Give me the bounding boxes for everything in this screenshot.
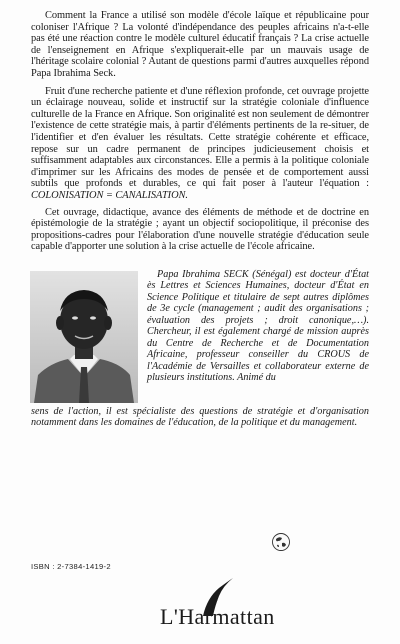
author-bio-text: Papa Ibrahima SECK (Sénégal) est docteur d'État ès Lettres et Sciences Humaines, docteur d'État en Science Politique et titulaire de sept autres diplômes de 3e cycle (management ; audit des organisations ; évaluation des projets ; droit canonique,…). Chercheur, il est également chargé de mission auprès du Centre de Recherche et de Documentation Africaine, professeur conseiller du CROUS de l'Académie de Versailles et collaborateur externe de plusieurs institutions. Animé du	[147, 268, 369, 384]
author-bio-block	[31, 269, 369, 451]
publisher-brand	[160, 576, 400, 636]
equation-text: COLONISATION = CANALISATION.	[31, 189, 188, 201]
author-photo	[30, 271, 138, 403]
author-bio-below-photo: sens de l'action, il est spécialiste des questions de stratégie et d'organisation notamment dans les domaines de l'éducation, de la politique et du management.	[31, 405, 369, 429]
publisher-name: L'Harmattan	[160, 604, 275, 629]
isbn-label: ISBN : 2-7384-1419-2	[31, 562, 111, 571]
author-bio-beside-photo	[147, 269, 369, 384]
method-paragraph: Cet ouvrage, didactique, avance des éléments de méthode et de doctrine en épistémologie de la stratégie ; ayant un objectif sociopolitique, il préconise des propositions-cadres pour l'élaboration d'une nouvelle stratégie d'éducation seule capable d'apporter une solution à la crise actuelle de l'école africaine.	[31, 206, 369, 253]
summary-text: Fruit d'une recherche patiente et d'une réflexion profonde, cet ouvrage projette un éclairage nouveau, solide et instructif sur la stratégie coloniale d'influence culturelle de la France en Afrique. Son originalité est non seulement de démontrer l'existence de cette stratégie mais, à partir d'éléments pertinents de la re-situer, de l'identifier et d'en évaluer les résultats. Cette stratégie cohérente et efficace, repose sur un cadre permanent de principes judicieusement choisis et suffisamment adaptables aux circonstances. Elle a permis à la politique coloniale d'imprimer sur les Africains des modes de pensée et de comportement aussi subtils que profonds et durables, ce qui fait poser à l'auteur l'équation :	[31, 85, 369, 190]
globe-icon	[271, 532, 291, 552]
intro-paragraph: Comment la France a utilisé son modèle d'école laïque et républicaine pour coloniser l'Afrique ? La volonté d'indépendance des peuples africains n'a-t-elle pas été une réaction contre le modèle culturel éducatif français ? La crise actuelle de l'enseignement en Afrique s'expliquerait-elle par un mauvais usage de l'héritage scolaire colonial ? Autant de questions parmi d'autres auxquelles répond Papa Ibrahima Seck.	[31, 10, 369, 79]
summary-paragraph	[31, 86, 369, 202]
